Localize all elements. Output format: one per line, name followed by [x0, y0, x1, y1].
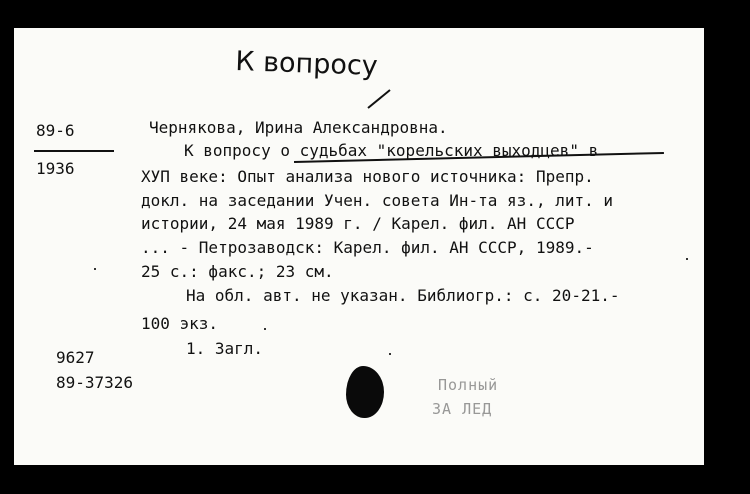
faded-stamp-line-2: ЗА ЛЕД: [432, 400, 493, 418]
card-line-6: ... - Петрозаводск: Карел. фил. АН СССР, 1989.-: [141, 238, 594, 257]
handwritten-title: К вопросу: [234, 46, 379, 82]
speck: [389, 353, 391, 355]
call-number-bottom: 1936: [36, 159, 75, 178]
card-line-5: истории, 24 мая 1989 г. / Карел. фил. АН СССР: [141, 214, 575, 233]
card-line-3: ХУП веке: Опыт анализа нового источника: Препр.: [141, 167, 594, 186]
speck: [94, 268, 96, 270]
catalog-card: [14, 28, 704, 465]
ink-blot: [346, 366, 384, 418]
call-number-divider: [34, 150, 114, 152]
card-line-4: докл. на заседании Учен. совета Ин-та яз., лит. и: [141, 191, 614, 210]
accession-number: 9627: [56, 348, 95, 367]
registration-number: 89-37326: [56, 373, 134, 392]
faded-stamp-line-1: Полный: [438, 376, 499, 394]
card-line-10: 1. Загл.: [186, 339, 264, 358]
handwritten-caret-mark: [366, 84, 396, 112]
card-line-8: На обл. авт. не указан. Библиогр.: с. 20-21.-: [186, 286, 620, 305]
card-line-9: 100 экз.: [141, 314, 219, 333]
card-line-2: К вопросу о судьбах "корельских выходцев" в: [184, 141, 599, 160]
call-number-top: 89-6: [36, 121, 75, 140]
card-line-1: Чернякова, Ирина Александровна.: [149, 118, 448, 137]
card-line-7: 25 с.: факс.; 23 см.: [141, 262, 334, 281]
speck: [686, 258, 688, 260]
speck: [264, 328, 266, 330]
